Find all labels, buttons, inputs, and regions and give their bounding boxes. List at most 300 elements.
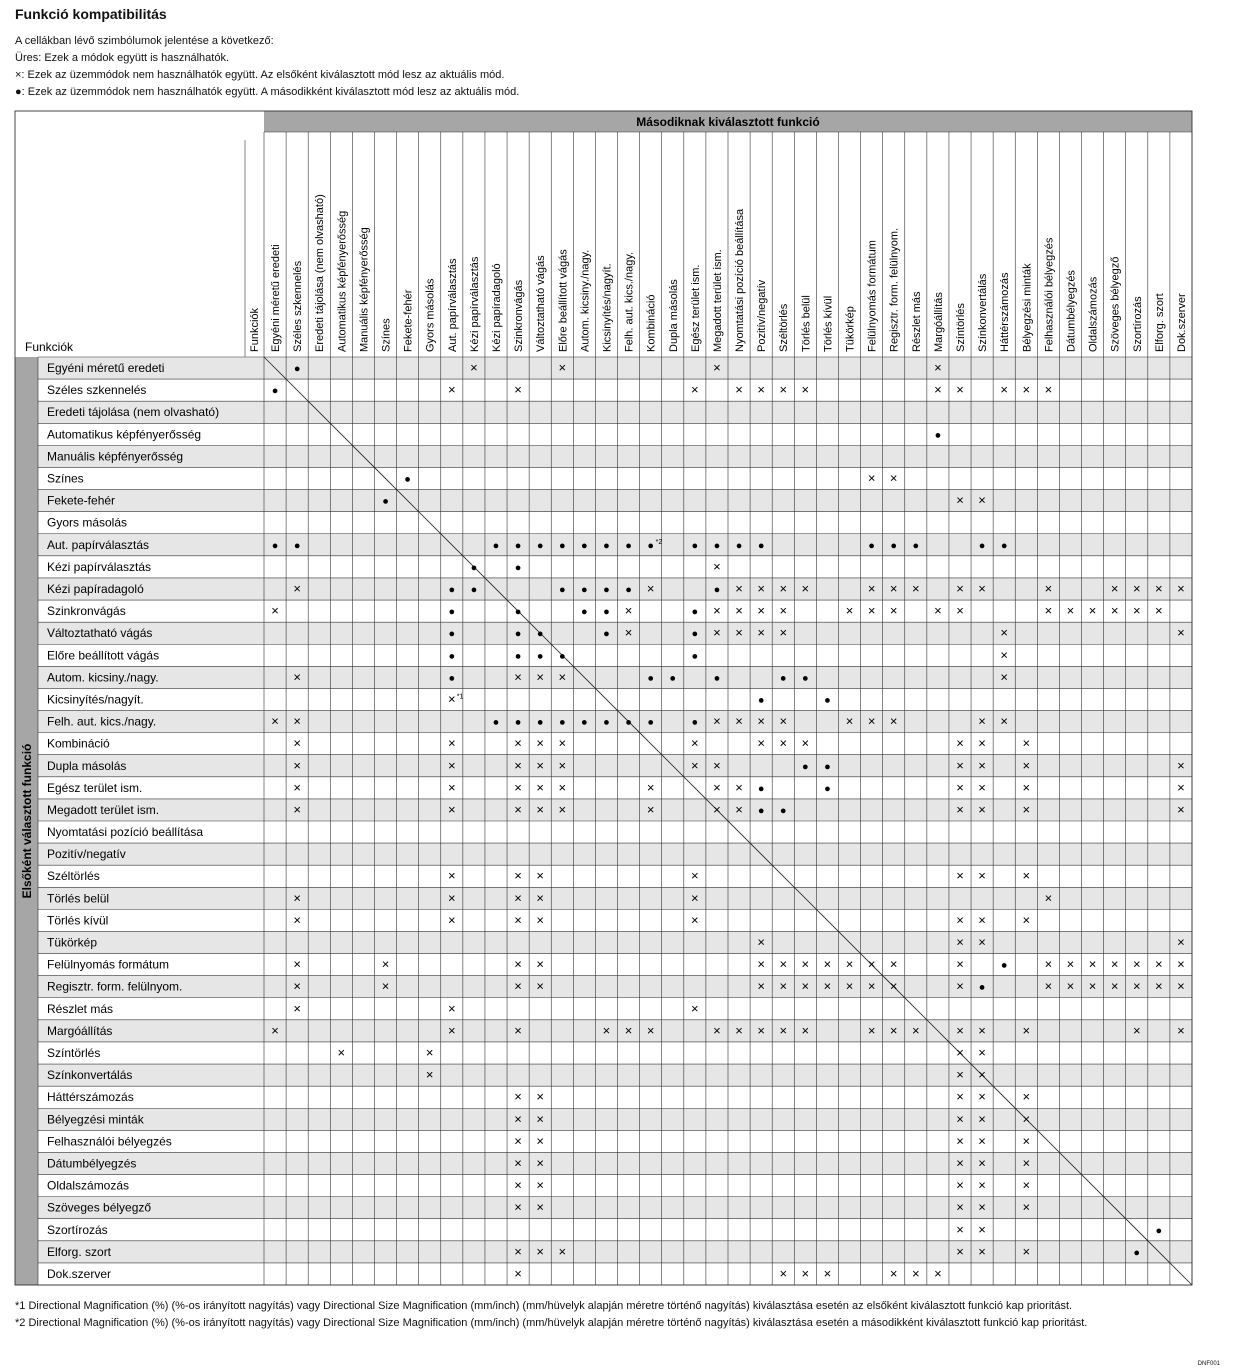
cross-mark: ×	[514, 735, 522, 751]
dot-mark: ●	[779, 804, 787, 817]
row-header-label: Automatikus képfényerősség	[47, 427, 202, 442]
col-header-label: Nyomtatási pozíció beállítása	[734, 208, 747, 352]
cross-mark: ×	[337, 1045, 346, 1060]
cross-mark: ×	[779, 603, 788, 619]
row-header-label: Felhasználói bélyegzés	[47, 1134, 172, 1149]
cross-mark: ×	[1022, 1133, 1031, 1149]
cross-mark: ×	[956, 1089, 964, 1105]
cross-mark: ×	[514, 757, 522, 773]
cross-mark: ×	[293, 1000, 301, 1016]
dot-mark: ●	[934, 429, 942, 442]
cross-mark: ×	[889, 1022, 898, 1038]
cross-mark: ×	[293, 978, 301, 994]
cross-mark: ×	[956, 801, 964, 817]
cross-mark: ×	[757, 978, 765, 994]
row-header-label: Felülnyomás formátum	[47, 957, 170, 972]
cross-mark: ×	[934, 603, 942, 619]
cross-mark: ×	[823, 1265, 832, 1281]
cross-mark: ×	[1132, 581, 1141, 596]
cross-mark: ×	[757, 1022, 765, 1038]
cross-mark: ×	[691, 1000, 699, 1016]
cross-mark: ×	[381, 978, 390, 994]
cross-mark: ×	[514, 1243, 522, 1259]
row-header-label: Pozitív/negatív	[47, 847, 126, 862]
col-header-label: Egyéni méretű eredeti	[270, 244, 283, 352]
cross-mark: ×	[293, 912, 301, 928]
dot-mark: ●	[647, 716, 654, 729]
dot-mark: ●	[271, 385, 279, 398]
cross-mark: ×	[448, 1000, 456, 1016]
cross-mark: ×	[1022, 382, 1031, 398]
cross-mark: ×	[867, 978, 876, 994]
cross-mark: ×	[956, 1155, 964, 1171]
cross-mark: ×	[1088, 978, 1097, 994]
cross-mark: ×	[448, 779, 456, 795]
cross-mark: ×	[956, 868, 964, 884]
cross-mark: ×	[978, 1221, 986, 1237]
cross-mark: ×	[1022, 779, 1031, 795]
dot-mark: ●	[581, 606, 588, 619]
row-header-label: Színes	[47, 471, 84, 486]
cross-mark: ×	[536, 1089, 544, 1105]
cross-mark: ×	[956, 978, 964, 994]
cross-mark: ×	[735, 581, 743, 596]
cross-mark: ×	[293, 669, 301, 685]
dot-mark: ●	[293, 539, 301, 552]
note-mark: *2	[655, 538, 663, 546]
cross-mark: ×	[293, 779, 301, 795]
cross-mark: ×	[735, 801, 743, 817]
dot-mark: ●	[581, 716, 588, 729]
dot-mark: ●	[536, 716, 544, 729]
col-header-label: Dupla másolás	[667, 279, 680, 352]
cross-mark: ×	[470, 360, 478, 376]
dot-mark: ●	[757, 804, 765, 817]
row-header-label: Bélyegzési minták	[47, 1112, 144, 1127]
cross-mark: ×	[757, 956, 765, 972]
row-header-label: Felh. aut. kics./nagy.	[47, 714, 157, 729]
cross-mark: ×	[1044, 890, 1053, 906]
cross-mark: ×	[801, 1022, 810, 1038]
dot-mark: ●	[558, 584, 566, 596]
col-header-label: Regisztr. form. felülnyom.	[888, 227, 901, 352]
row-header-label: Színkonvertálás	[47, 1068, 133, 1083]
legend-dot: ●: Ezek az üzemmódok nem használhatók együtt. A másodikként kiválasztott mód lesz az aktuális mód.	[15, 86, 520, 98]
dot-mark: ●	[293, 363, 301, 376]
dot-mark: ●	[514, 539, 522, 552]
dot-mark: ●	[558, 650, 566, 663]
col-header-label: Tükörkép	[844, 306, 857, 352]
cross-mark: ×	[448, 868, 456, 884]
col-header-label: Felhasználói bélyegzés	[1043, 237, 1056, 352]
cross-mark: ×	[1155, 978, 1163, 994]
cross-mark: ×	[293, 956, 301, 972]
col-header-label: Dátumbélyegzés	[1065, 270, 1078, 352]
cross-mark: ×	[978, 757, 986, 773]
cross-mark: ×	[1022, 1243, 1031, 1259]
cross-mark: ×	[1088, 956, 1097, 972]
col-header-label: Szortírozás	[1131, 296, 1144, 352]
cross-mark: ×	[978, 581, 986, 596]
cross-mark: ×	[1132, 603, 1141, 619]
row-stripe	[38, 887, 1192, 909]
cross-mark: ×	[448, 801, 456, 817]
col-header-label: Törlés kívül	[822, 295, 835, 352]
cross-mark: ×	[1000, 625, 1008, 641]
row-stripe	[38, 445, 1192, 467]
cross-mark: ×	[978, 1089, 986, 1105]
row-header-label: Háttérszámozás	[47, 1090, 134, 1105]
cross-mark: ×	[779, 1022, 788, 1038]
cross-mark: ×	[956, 603, 964, 619]
cross-mark: ×	[713, 801, 721, 817]
col-header-label: Szöveges bélyegző	[1109, 256, 1122, 352]
cross-mark: ×	[602, 1022, 611, 1038]
cross-mark: ×	[425, 1067, 434, 1083]
cross-mark: ×	[536, 912, 544, 928]
row-stripe	[38, 711, 1192, 733]
cross-mark: ×	[691, 890, 699, 906]
cross-mark: ×	[1022, 1177, 1031, 1193]
cross-mark: ×	[978, 1111, 986, 1127]
cross-mark: ×	[889, 713, 898, 729]
row-stripe	[38, 622, 1192, 644]
dot-mark: ●	[647, 539, 654, 552]
row-stripe	[38, 357, 1192, 379]
cross-mark: ×	[558, 801, 567, 817]
cross-mark: ×	[293, 801, 301, 817]
cross-mark: ×	[1110, 581, 1119, 596]
cross-mark: ×	[514, 779, 522, 795]
col-header-label: Aut. papírválasztás	[446, 258, 459, 352]
row-stripe	[38, 490, 1192, 512]
col-header-label: Részlet más	[910, 291, 923, 352]
second-header-label: Másodiknak kiválasztott funkció	[636, 115, 820, 129]
col-header-label: Eredeti tájolása (nem olvasható)	[314, 194, 327, 352]
row-stripe	[38, 931, 1192, 953]
cross-mark: ×	[1022, 1022, 1031, 1038]
cross-mark: ×	[293, 581, 301, 596]
cross-mark: ×	[536, 868, 544, 884]
cross-mark: ×	[1066, 956, 1075, 972]
col-header-label: Színes	[380, 318, 393, 352]
cross-mark: ×	[956, 1022, 964, 1038]
cross-mark: ×	[934, 360, 942, 376]
cross-mark: ×	[448, 735, 456, 751]
cross-mark: ×	[889, 470, 898, 486]
cross-mark: ×	[713, 558, 721, 574]
cross-mark: ×	[646, 801, 655, 817]
cross-mark: ×	[1022, 1111, 1031, 1127]
col-header-label: Felh. aut. kics./nagy.	[623, 251, 636, 352]
dot-mark: ●	[978, 539, 986, 552]
cross-mark: ×	[1044, 382, 1053, 398]
cross-mark: ×	[536, 1243, 544, 1259]
row-stripe	[38, 1064, 1192, 1086]
cross-mark: ×	[1022, 735, 1031, 751]
dot-mark: ●	[802, 760, 809, 773]
cross-mark: ×	[978, 492, 986, 508]
cross-mark: ×	[845, 956, 854, 972]
row-header-label: Egyéni méretű eredeti	[47, 361, 165, 376]
row-header-label: Nyomtatási pozíció beállítása	[47, 825, 204, 840]
dot-mark: ●	[625, 716, 632, 729]
cross-mark: ×	[1044, 581, 1053, 596]
dot-mark: ●	[603, 606, 610, 619]
cross-mark: ×	[448, 691, 456, 707]
col-header-label: Megadott terület ism.	[711, 249, 724, 352]
cross-mark: ×	[978, 1045, 986, 1060]
dot-mark: ●	[558, 716, 566, 729]
cross-mark: ×	[536, 735, 544, 751]
dot-mark: ●	[625, 539, 632, 552]
col-header-label: Kombináció	[645, 294, 658, 352]
cross-mark: ×	[978, 1199, 986, 1215]
row-header-label: Változtatható vágás	[47, 626, 153, 641]
cross-mark: ×	[889, 581, 898, 596]
dot-mark: ●	[514, 716, 522, 729]
cross-mark: ×	[271, 1022, 279, 1038]
cross-mark: ×	[713, 757, 721, 773]
footnote-1: *1 Directional Magnification (%) (%-os irányított nagyítás) vagy Directional Size Magnification (mm/inch) (mm/hüvelyk alapján méretre történő nagyítás) kiválasztása esetén az elsőként kiválasztott funkció kap prioritást.	[15, 1300, 1073, 1312]
cross-mark: ×	[1022, 757, 1031, 773]
cross-mark: ×	[934, 382, 942, 398]
cross-mark: ×	[1177, 757, 1185, 773]
row-header-label: Fekete-fehér	[47, 493, 116, 508]
cross-mark: ×	[978, 1133, 986, 1149]
row-header-label: Széltörlés	[47, 869, 100, 884]
cross-mark: ×	[956, 1133, 964, 1149]
cross-mark: ×	[1177, 779, 1185, 795]
row-header-label: Törlés kívül	[47, 913, 109, 928]
cross-mark: ×	[1000, 382, 1008, 398]
dot-mark: ●	[514, 650, 522, 663]
col-header-label: Színkonvertálás	[977, 273, 990, 352]
cross-mark: ×	[691, 912, 699, 928]
dot-mark: ●	[603, 584, 610, 596]
dot-mark: ●	[581, 539, 588, 552]
cross-mark: ×	[514, 978, 522, 994]
dot-mark: ●	[691, 628, 699, 641]
corner-vertical-label: Funkciók	[249, 307, 261, 352]
cross-mark: ×	[757, 713, 765, 729]
row-header-label: Oldalszámozás	[47, 1178, 130, 1193]
cross-mark: ×	[1177, 956, 1185, 972]
dot-mark: ●	[603, 628, 610, 641]
row-header-label: Széles szkennelés	[47, 383, 147, 398]
cross-mark: ×	[801, 956, 810, 972]
cross-mark: ×	[1155, 603, 1163, 619]
cross-mark: ×	[956, 934, 964, 950]
cross-mark: ×	[956, 492, 964, 508]
row-header-label: Kézi papírválasztás	[47, 559, 152, 574]
cross-mark: ×	[1155, 581, 1163, 596]
cross-mark: ×	[713, 1022, 721, 1038]
cross-mark: ×	[1177, 978, 1185, 994]
dot-mark: ●	[536, 628, 544, 641]
dot-mark: ●	[1000, 959, 1008, 972]
cross-mark: ×	[558, 735, 567, 751]
cross-mark: ×	[956, 1199, 964, 1215]
cross-mark: ×	[646, 1022, 655, 1038]
cross-mark: ×	[1110, 603, 1119, 619]
cross-mark: ×	[823, 978, 832, 994]
cross-mark: ×	[801, 382, 810, 398]
row-header-label: Tükörkép	[47, 935, 98, 950]
row-header-label: Megadott terület ism.	[47, 802, 160, 817]
cross-mark: ×	[425, 1045, 434, 1060]
cross-mark: ×	[779, 713, 788, 729]
cross-mark: ×	[1177, 801, 1185, 817]
dot-mark: ●	[824, 760, 831, 773]
row-stripe	[38, 1152, 1192, 1174]
row-header-label: Színtörlés	[47, 1046, 101, 1060]
dot-mark: ●	[271, 539, 279, 552]
cross-mark: ×	[646, 581, 655, 596]
dot-mark: ●	[691, 539, 699, 552]
cross-mark: ×	[779, 1265, 788, 1281]
dot-mark: ●	[1133, 1246, 1141, 1259]
cross-mark: ×	[381, 956, 390, 972]
dot-mark: ●	[514, 561, 522, 574]
col-header-label: Oldalszámozás	[1087, 276, 1100, 352]
corner-label: Funkciók	[25, 340, 74, 354]
cross-mark: ×	[536, 890, 544, 906]
dot-mark: ●	[713, 672, 721, 685]
cross-mark: ×	[757, 625, 765, 641]
cross-mark: ×	[448, 757, 456, 773]
cross-mark: ×	[757, 382, 765, 398]
row-header-label: Kicsinyítés/nagyít.	[47, 692, 144, 707]
row-header-label: Részlet más	[47, 1001, 114, 1016]
cross-mark: ×	[978, 1177, 986, 1193]
cross-mark: ×	[956, 382, 964, 398]
cross-mark: ×	[514, 669, 522, 685]
cross-mark: ×	[978, 779, 986, 795]
cross-mark: ×	[889, 1265, 898, 1281]
cross-mark: ×	[624, 1022, 633, 1038]
page-title: Funkció kompatibilitás	[15, 6, 167, 22]
cross-mark: ×	[956, 1177, 964, 1193]
col-header-label: Felülnyomás formátum	[866, 240, 879, 352]
cross-mark: ×	[536, 978, 544, 994]
cross-mark: ×	[536, 1133, 544, 1149]
col-header-label: Kicsinyítés/nagyít.	[601, 263, 614, 352]
col-header-label: Kézi papíradagoló	[491, 263, 503, 352]
cross-mark: ×	[889, 956, 898, 972]
dot-mark: ●	[824, 782, 831, 795]
cross-mark: ×	[801, 735, 810, 751]
cross-mark: ×	[735, 1022, 743, 1038]
cross-mark: ×	[978, 1022, 986, 1038]
cross-mark: ×	[978, 713, 986, 729]
dot-mark: ●	[713, 584, 721, 596]
dot-mark: ●	[536, 539, 544, 552]
dot-mark: ●	[492, 539, 500, 552]
cross-mark: ×	[1022, 1089, 1031, 1105]
col-header-label: Kézi papírválasztás	[468, 256, 481, 352]
cross-mark: ×	[536, 1199, 544, 1215]
dot-mark: ●	[603, 539, 610, 552]
col-header-label: Széles szkennelés	[292, 260, 305, 352]
cross-mark: ×	[956, 581, 964, 596]
row-header-label: Szinkronvágás	[47, 604, 126, 619]
dot-mark: ●	[691, 650, 699, 663]
cross-mark: ×	[757, 603, 765, 619]
dot-mark: ●	[514, 628, 522, 641]
cross-mark: ×	[691, 757, 699, 773]
cross-mark: ×	[514, 801, 522, 817]
cross-mark: ×	[867, 713, 876, 729]
cross-mark: ×	[1066, 603, 1075, 619]
row-stripe	[38, 666, 1192, 688]
cross-mark: ×	[934, 1265, 942, 1281]
col-header-label: Egész terület ism.	[689, 264, 702, 352]
cross-mark: ×	[514, 956, 522, 972]
cross-mark: ×	[1044, 603, 1053, 619]
cross-mark: ×	[845, 978, 854, 994]
dot-mark: ●	[625, 584, 632, 596]
cross-mark: ×	[536, 801, 544, 817]
row-stripe	[38, 1197, 1192, 1219]
cross-mark: ×	[823, 956, 832, 972]
cross-mark: ×	[735, 625, 743, 641]
col-header-label: Bélyegzési minták	[1021, 263, 1034, 352]
cross-mark: ×	[514, 868, 522, 884]
cross-mark: ×	[448, 1022, 456, 1038]
dot-mark: ●	[802, 672, 809, 685]
dot-mark: ●	[470, 584, 478, 596]
cross-mark: ×	[558, 779, 567, 795]
dot-mark: ●	[779, 672, 787, 685]
cross-mark: ×	[867, 581, 876, 596]
document-tag: DNF001	[1197, 1361, 1220, 1367]
cross-mark: ×	[757, 581, 765, 596]
cross-mark: ×	[1000, 713, 1008, 729]
cross-mark: ×	[779, 735, 788, 751]
cross-mark: ×	[1022, 1155, 1031, 1171]
cross-mark: ×	[1110, 978, 1119, 994]
cross-mark: ×	[757, 735, 765, 751]
row-header-label: Dok.szerver	[47, 1266, 112, 1281]
col-header-label: Manuális képfényerősség	[358, 227, 371, 352]
dot-mark: ●	[757, 694, 765, 707]
cross-mark: ×	[779, 956, 788, 972]
dot-mark: ●	[1000, 539, 1008, 552]
cross-mark: ×	[735, 603, 743, 619]
cross-mark: ×	[845, 603, 854, 619]
row-header-label: Előre beállított vágás	[47, 648, 160, 663]
cross-mark: ×	[691, 382, 699, 398]
row-stripe	[38, 534, 1192, 556]
cross-mark: ×	[536, 1177, 544, 1193]
dot-mark: ●	[647, 672, 654, 685]
cross-mark: ×	[1000, 647, 1008, 663]
cross-mark: ×	[867, 603, 876, 619]
dot-mark: ●	[536, 650, 544, 663]
cross-mark: ×	[735, 779, 743, 795]
cross-mark: ×	[1088, 603, 1097, 619]
cross-mark: ×	[956, 735, 964, 751]
cross-mark: ×	[1022, 801, 1031, 817]
row-stripe	[38, 1241, 1192, 1263]
col-header-label: Elforg. szort	[1153, 293, 1166, 352]
row-header-label: Szöveges bélyegző	[47, 1200, 152, 1215]
dot-mark: ●	[492, 716, 500, 729]
cross-mark: ×	[978, 801, 986, 817]
cross-mark: ×	[956, 1243, 964, 1259]
cross-mark: ×	[978, 934, 986, 950]
